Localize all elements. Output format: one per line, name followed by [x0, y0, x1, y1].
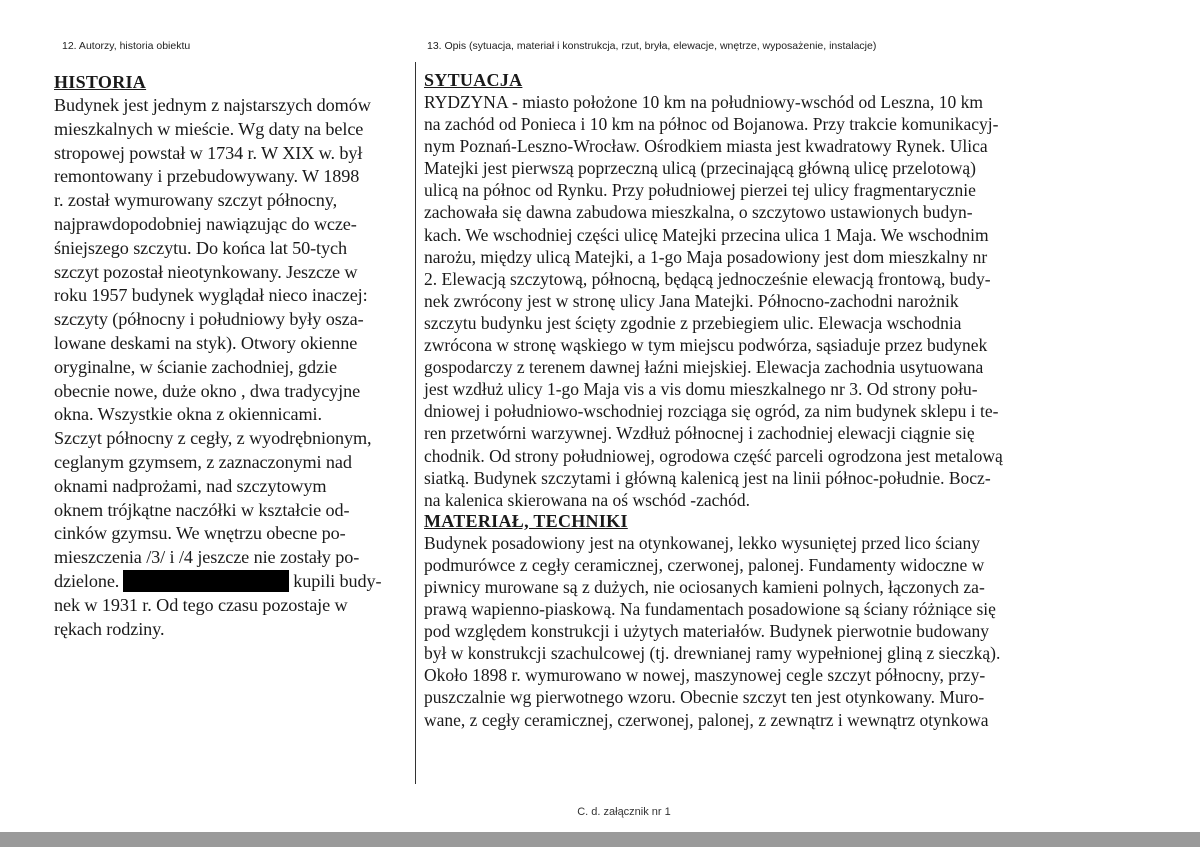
situation-line: nek zwrócony jest w stronę ulicy Jana Matejki. Północno-zachodni narożnik: [424, 290, 959, 311]
situation-line: ulicą na północ od Rynku. Przy południowej pierzei tej ulicy fragmentarycznie: [424, 180, 976, 201]
history-line: oknami nadprożami, nad szczytowym: [54, 475, 327, 496]
history-line: nek w 1931 r. Od tego czasu pozostaje w: [54, 594, 348, 615]
situation-heading: SYTUACJA: [424, 70, 523, 90]
material-line: podmurówce z cegły ceramicznej, czerwonej, palonej. Fundamenty widoczne w: [424, 554, 985, 575]
situation-line: na kalenica skierowana na oś wschód -zachód.: [424, 489, 751, 510]
history-text: [54, 94, 406, 570]
situation-line: nym Poznań-Leszno-Wrocław. Ośrodkiem miasta jest kwadratowy Rynek. Ulica: [424, 136, 988, 157]
history-line: oryginalne, w ścianie zachodniej, gdzie: [54, 356, 337, 377]
history-line: mieszkalnych w mieście. Wg daty na belce: [54, 118, 364, 139]
situation-line: 2. Elewacją szczytową, północną, będącą jednocześnie elewacją frontową, budy-: [424, 268, 991, 289]
material-line: piwnicy murowane są z dużych, nie ociosanych kamieni polnych, łączonych za-: [424, 576, 985, 597]
history-line: mieszczenia /3/ i /4 jeszcze nie zostały po-: [54, 547, 360, 568]
situation-line: zachowała się dawna zabudowa mieszkalna, o szczytowo ustawionych budyn-: [424, 202, 973, 223]
header-right-label: 13. Opis (sytuacja, materiał i konstrukcja, rzut, bryła, elewacje, wnętrze, wyposażenie, instalacje): [427, 40, 877, 52]
description-column: [424, 70, 1084, 731]
history-line: lowane deskami na styk). Otwory okienne: [54, 332, 358, 353]
situation-line: Matejki jest pierwszą poprzeczną ulicą (przecinającą główną ulicę przelotową): [424, 158, 976, 179]
history-line: oknem trójkątne naczółki w kształcie od-: [54, 499, 350, 520]
situation-line: zwrócona w stronę wąskiego w tym miejscu podwórza, sąsiaduje przez budynek: [424, 335, 988, 356]
history-line: rękach rodziny.: [54, 618, 165, 639]
situation-line: na zachód od Ponieca i 10 km na północ od Bojanowa. Przy trakcie komunikacyj-: [424, 114, 999, 135]
material-text: [424, 532, 1084, 731]
situation-line: siatką. Budynek szczytami i główną kalenicą jest na linii północ-południe. Bocz-: [424, 467, 991, 488]
situation-line: kach. We wschodniej części ulicę Matejki przecina ulica 1 Maja. We wschodnim: [424, 224, 989, 245]
history-line: szczyt pozostał nieotynkowany. Jeszcze w: [54, 261, 358, 282]
redaction-block: [123, 570, 289, 592]
history-line: Budynek jest jednym z najstarszych domów: [54, 95, 371, 115]
history-column: [54, 70, 406, 641]
footer-label: C. d. załącznik nr 1: [577, 806, 671, 818]
history-line: obecnie nowe, duże okno , dwa tradycyjne: [54, 380, 361, 401]
situation-text: [424, 91, 1084, 511]
history-line: roku 1957 budynek wyglądał nieco inaczej:: [54, 285, 368, 306]
material-line: wane, z cegły ceramicznej, czerwonej, palonej, z zewnątrz i wewnątrz otynkowa: [424, 709, 989, 730]
situation-line: RYDZYNA - miasto położone 10 km na południowy-wschód od Leszna, 10 km: [424, 92, 983, 112]
situation-line: dniowej i południowo-wschodniej rozciąga się ogród, za nim budynek sklepu i te-: [424, 401, 999, 422]
situation-line: gospodarczy z terenem dawnej łaźni miejskiej. Elewacja zachodnia usytuowana: [424, 357, 984, 378]
situation-line: narożu, między ulicą Matejki, a 1-go Maja posadowiony jest dom mieszkalny nr: [424, 246, 988, 267]
material-line: puszczalnie wg pierwotnego wzoru. Obecnie szczyt ten jest otynkowany. Muro-: [424, 687, 985, 708]
material-line: Około 1898 r. wymurowano w nowej, maszynowej cegle szczyt północny, przy-: [424, 665, 986, 686]
history-line: Szczyt północny z cegły, z wyodrębnionym,: [54, 428, 372, 449]
redacted-line-suffix: kupili budy-: [293, 570, 382, 591]
material-line: pod względem konstrukcji i użytych materiałów. Budynek pierwotnie budowany: [424, 621, 990, 642]
situation-line: szczytu budynku jest ścięty zgodnie z przebiegiem ulic. Elewacja wschodnia: [424, 312, 962, 333]
history-line: ceglanym gzymsem, z zaznaczonymi nad: [54, 451, 352, 472]
situation-line: jest wzdłuż ulicy 1-go Maja vis a vis domu mieszkalnego nr 3. Od strony połu-: [424, 379, 978, 400]
history-line: śniejszego szczytu. Do końca lat 50-tych: [54, 237, 347, 258]
history-line: okna. Wszystkie okna z okiennicami.: [54, 404, 322, 425]
material-line: Budynek posadowiony jest na otynkowanej, lekko wysuniętej przed lico ściany: [424, 532, 980, 553]
situation-line: chodnik. Od strony południowej, ogrodowa część parceli ogrodzona jest metalową: [424, 445, 1003, 466]
history-line: szczyty (północny i południowy były osza-: [54, 309, 364, 330]
scan-edge: [0, 832, 1200, 847]
material-line: prawą wapienno-piaskową. Na fundamentach posadowione są ściany różniące się: [424, 599, 996, 620]
material-line: był w konstrukcji szachulcowej (tj. drewnianej ramy wypełnionej gliną z sieczką).: [424, 643, 1001, 664]
history-line: najprawdopodobniej nawiązując do wcze-: [54, 213, 357, 234]
redacted-line-prefix: dzielone.: [54, 570, 120, 591]
situation-line: ren przetwórni warzywnej. Wzdłuż północnej i zachodniej elewacji ciągnie się: [424, 423, 975, 444]
material-heading: MATERIAŁ, TECHNIKI: [424, 510, 628, 531]
history-line: r. został wymurowany szczyt północny,: [54, 190, 338, 211]
page-footer: [0, 806, 1200, 818]
header-left-label: 12. Autorzy, historia obiektu: [62, 40, 191, 52]
history-line: cinków gzymsu. We wnętrzu obecne po-: [54, 523, 346, 544]
column-divider: [415, 62, 416, 784]
history-line: remontowany i przebudowywany. W 1898: [54, 166, 360, 187]
history-line-redacted: [54, 570, 406, 594]
history-text-end: [54, 594, 406, 642]
history-line: stropowej powstał w 1734 r. W XIX w. był: [54, 142, 363, 163]
history-heading: HISTORIA: [54, 72, 147, 92]
